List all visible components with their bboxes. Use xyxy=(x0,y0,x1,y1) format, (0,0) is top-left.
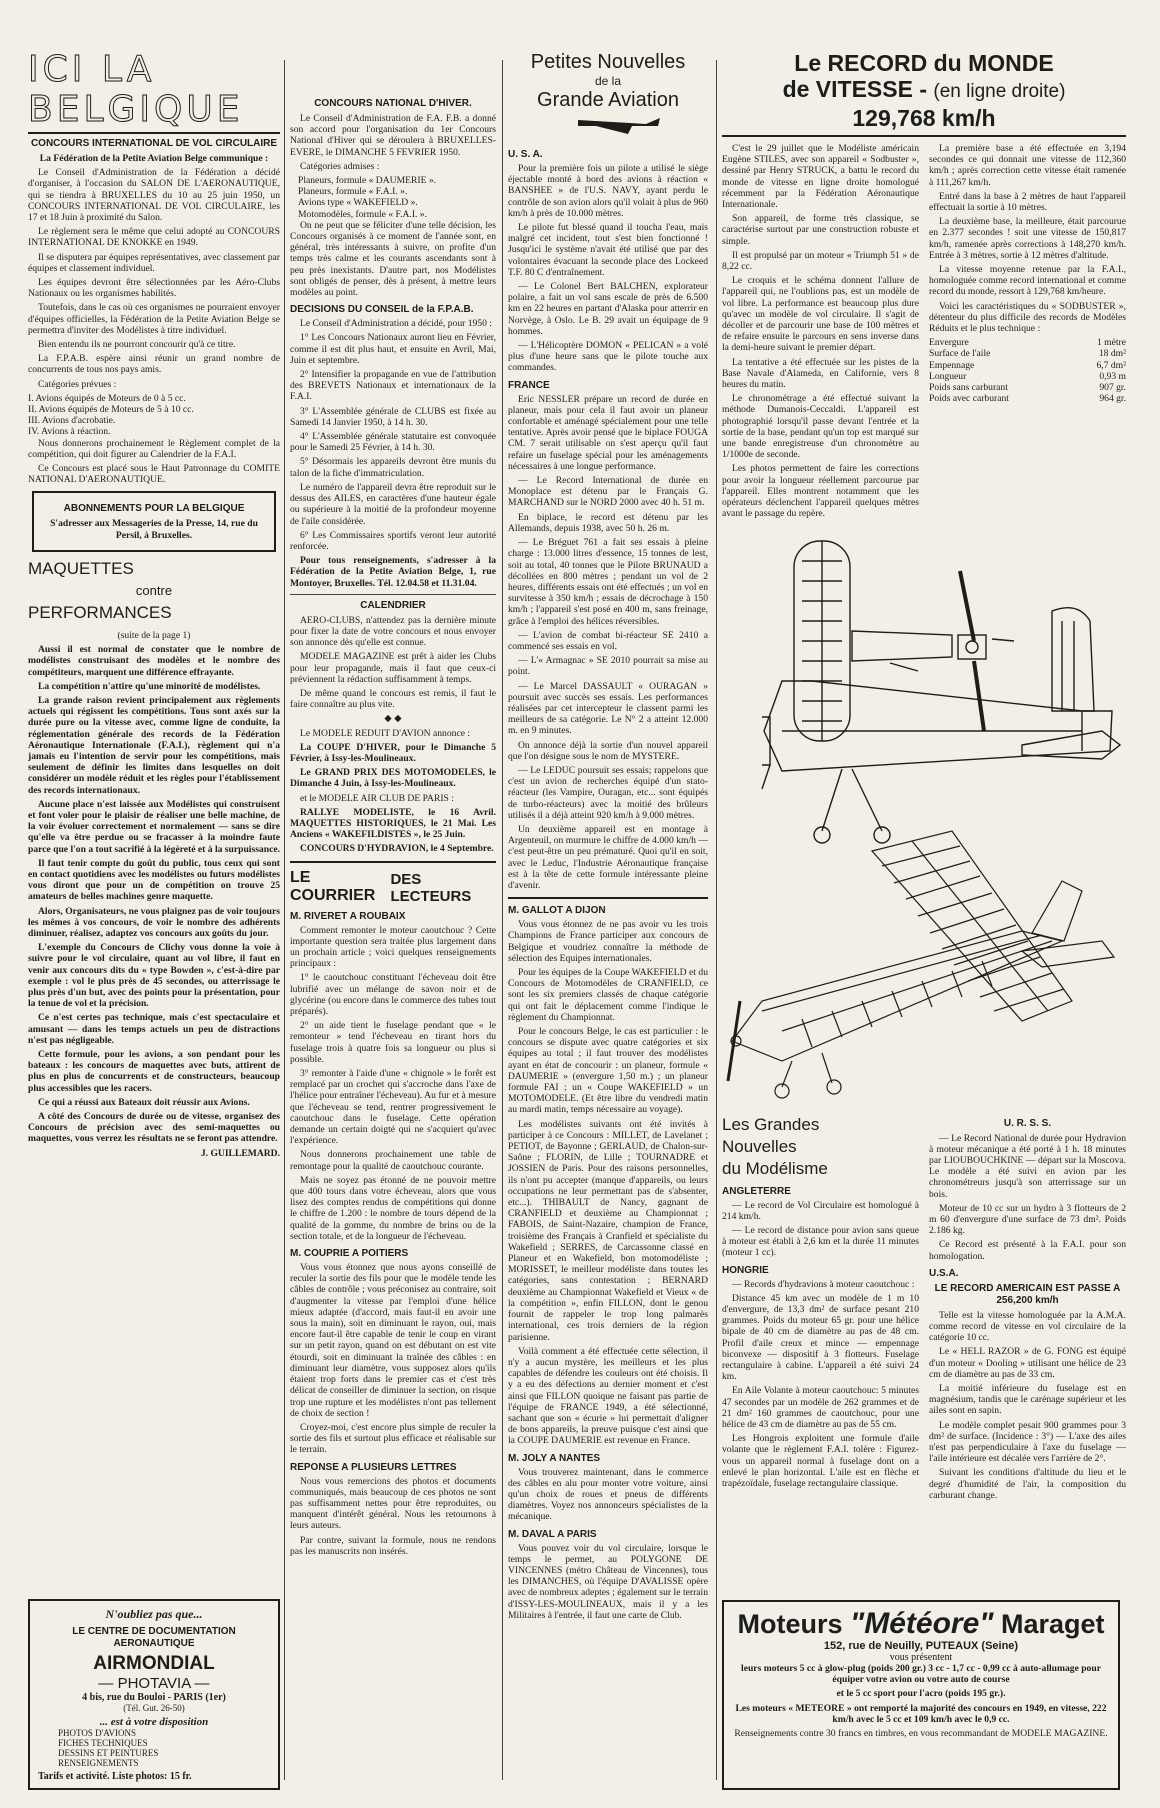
paragraph: La F.P.A.B. espère ainsi réunir un grand nombre de concurrents de tous nos pays amis. xyxy=(28,353,280,376)
paragraph: Le modèle complet pesait 900 grammes pour 3 dm² de surface. (Incidence : 3°) — L'axe des ailes n'est pas perpendiculaire à l'axe du fuselage — l'aile intérieure est décalée vers l'arrière de 2°. xyxy=(929,1419,1126,1465)
spec-key: Poids sans carburant xyxy=(929,382,1008,394)
spec-value: 6,7 dm² xyxy=(1096,359,1126,371)
paragraph: Telle est la vitesse homologuée par la A.M.A. comme record de vitesse en vol circulaire de la catégorie 10 cc. xyxy=(929,1309,1126,1344)
paragraph: — L'avion de combat bi-réacteur SE 2410 a commencé ses essais en vol. xyxy=(508,629,708,652)
column-petites-nouvelles xyxy=(508,50,708,1790)
reader-heading: M. DAVAL A PARIS xyxy=(508,1528,597,1540)
list-item: Motomodèles, formule « F.A.I. ». xyxy=(298,208,427,220)
paragraph: — Records d'hydravions à moteur caoutchouc : xyxy=(732,1278,915,1290)
paragraph: Un deuxième appareil est en montage à Argenteuil, on murmure le chiffre de 4.000 km/h — c'est peut-être un peu prématuré. Quoi qu'il en soit, avec le Leduc, l'Industrie Aéronautique française est à la tête de cette formule intéressante pleine d'avenir. xyxy=(508,823,708,891)
paragraph: Croyez-moi, c'est encore plus simple de reculer la sortie des fils et surtout plus efficace et réalisable sur le terrain. xyxy=(290,1421,496,1456)
paragraph: Catégories admises : xyxy=(300,160,380,172)
paragraph: AERO-CLUBS, n'attendez pas la dernière minute pour fixer la date de votre concours et nous envoyer son annonce dès qu'elle est connue. xyxy=(290,614,496,649)
performances-word: PERFORMANCES xyxy=(28,602,172,622)
meteore-line: Les moteurs « METEORE » ont remporté la majorité des concours en 1949, en vitesse, 222 km/h avec le 5 cc et 109 km/h avec le 0,9 cc. xyxy=(735,1702,1107,1725)
paragraph: Les photos permettent de faire les corrections pour avoir la longueur réellement parcourue par l'appareil. Elles montrent notamment que les opérateurs déclenchent l'appareil quelques mètres avant le passage du repère. xyxy=(722,463,919,520)
spec-row xyxy=(929,371,1126,382)
spec-row xyxy=(929,348,1126,359)
spec-row xyxy=(929,393,1126,404)
suite-note: (suite de la page 1) xyxy=(117,629,191,641)
paragraph: Catégories prévues : xyxy=(38,378,117,390)
paragraph: Ce n'est certes pas technique, mais c'est spectaculaire et amusant — dans les temps actuels un peu de distractions n'est pas négligeable. xyxy=(28,1012,280,1046)
ad-phone: (Tél. Gut. 26-50) xyxy=(123,1703,185,1713)
paragraph: 6° Les Commissaires sportifs veront leur autorité renforcée. xyxy=(290,529,496,552)
courier-right: DES LECTEURS xyxy=(390,870,472,905)
diamonds-separator: ◆ ◆ xyxy=(384,713,402,725)
paragraph: Les Hongrois exploitent une formule d'aile volante que le règlement F.A.I. tolère : Figurez-vous un appareil normal à fuselage dont on a enlevé le plan horizontal. L'aile est en flèche et trapézoïdale, fuselage rectangulaire classique. xyxy=(722,1433,919,1489)
abonnements-title: ABONNEMENTS POUR LA BELGIQUE xyxy=(63,503,245,515)
section-angleterre: ANGLETERRE xyxy=(722,1185,791,1197)
paragraph: A côté des Concours de durée ou de vitesse, organisez des Concours de précision avec des semi-maquettes ou maquettes, vous verrez les résultats ne se feront pas attendre. xyxy=(28,1111,280,1145)
paragraph: 1° le caoutchouc constituant l'écheveau doit être lubrifié avec un mélange de savon noir et de glycérine (ou encore dans le commerce des tubes tout préparés). xyxy=(290,972,496,1017)
paragraph: De même quand le concours est remis, il faut le faire connaître au plus vite. xyxy=(290,687,496,711)
paragraph: Moteur de 10 cc sur un hydro à 3 flotteurs de 2 m 60 d'envergure d'une surface de 73 dm². Poids 2.186 kg. xyxy=(929,1202,1126,1237)
section-rule xyxy=(290,594,496,595)
reader-heading: M. GALLOT A DIJON xyxy=(508,905,606,917)
courier-title xyxy=(290,869,496,905)
petites-line: Petites Nouvelles xyxy=(530,51,686,73)
paragraph: — Le Record National de durée pour Hydravion à moteur mécanique a été porté à 1 h. 18 minutes par LIOUBOUCHKINE — départ sur la Moscova. Le modèle a été suivi en avion par les chronométreurs jusqu'à son atterrissage sur un bois. xyxy=(929,1132,1126,1200)
sodbuster-drawings xyxy=(722,531,1126,1101)
paragraph: En Aile Volante à moteur caoutchouc: 5 minutes 47 secondes par un modèle de 262 grammes et de 21 dm² 160 grammes de caoutchouc, pour une hélice de 43 cm de diamètre au pas de 55 cm. xyxy=(722,1385,919,1430)
meteore-line: leurs moteurs 5 cc à glow-plug (poids 200 gr.) 3 cc - 1,7 cc - 0,99 cc à auto-allumage pour équiper votre avion ou votre auto de course xyxy=(741,1663,1101,1686)
paragraph: Vous trouverez maintenant, dans le commerce des câbles en alu pour monter votre voiture, ainsi qu'un choix de roues et pneus de différents diamètres. Voyez nos annonceurs spécialistes de la mécanique. xyxy=(508,1466,708,1523)
paragraph: Le Conseil d'Administration de la Fédération a décidé d'organiser, à l'occasion du SALON DE L'AERONAUTIQUE, qui se tiendra à BRUXELLES du 10 au 25 juin 1950, un CONCOURS INTERNATIONAL DE VOL CIRCULAIRE, les 17 et 18 Juin à proximité du Salon. xyxy=(28,167,280,224)
paragraph: — Le record de Vol Circulaire est homologué à 214 km/h. xyxy=(722,1199,919,1222)
grandes-line: Nouvelles xyxy=(722,1136,797,1156)
paragraph: Pour tous renseignements, s'adresser à la Fédération de la Petite Aviation Belge, 1, rue Montoyer, Bruxelles. Tél. 12.04.58 et 11.31.04. xyxy=(290,555,496,589)
paragraph: Suivant les conditions d'altitude du lieu et le degré d'humidité de l'air, la composition du carburant change. xyxy=(929,1467,1126,1501)
paragraph: et le MODELE AIR CLUB DE PARIS : xyxy=(300,792,454,804)
paragraph: La deuxième base, la meilleure, était parcourue en 2.377 secondes ! soit une vitesse de 150,817 km/h, ramenée après corrections à 148,270 km/h. Entrée à 3 mètres, sortie à 12 mètres d'altitude. xyxy=(929,216,1126,261)
paragraph: Ce Concours est placé sous le Haut Patronnage du COMITE NATIONAL D'AERONAUTIQUE. xyxy=(28,463,280,486)
paragraph: Comment remonter le moteur caoutchouc ? Cette importante question sera traitée plus largement dans un prochain article ; voici quelques renseignements principaux : xyxy=(290,924,496,970)
spec-row xyxy=(929,337,1126,348)
meteore-title xyxy=(732,1608,1110,1640)
grandes-right xyxy=(929,1114,1126,1504)
paragraph: 4° L'Assemblée générale statutaire est convoquée pour le Samedi 25 Février, à 14 h. 30. xyxy=(290,431,496,454)
paragraph: Le MODELE REDUIT D'AVION annonce : xyxy=(300,727,471,739)
paragraph: La moitié inférieure du fuselage est en magnésium, tandis que le carénage supérieur et les ailes sont en sapin. xyxy=(929,1382,1126,1417)
paragraph: 3° remonter à l'aide d'une « chignole » le forêt est remplacé par un crochet qui s'accroche dans l'axe de l'hélice pour entraîner l'écheveau). Au fur et à mesure que l'écheveau se tend, rentrer progressivement le caoutchouc dans le fuselage. Cette opération demande un certain doigté qui ne s'acquiert qu'avec l'expérience. xyxy=(290,1068,496,1147)
courier-left: LE COURRIER xyxy=(290,868,376,904)
record-title-ligne: (en ligne droite) xyxy=(933,81,1066,102)
spec-row xyxy=(929,360,1126,371)
paragraph: Le chronométrage a été effectué suivant la méthode Dumanois-Ceccaldi. L'appareil est photographié lorsqu'il passe devant l'entrée et la sortie de la base, pendant qu'un top est marqué sur une bande enregistreuse d'un chronomètre au 1/1000e de seconde. xyxy=(722,393,919,461)
paragraph: Mais ne soyez pas étonné de ne pouvoir mettre que 400 tours dans votre écheveau, alors que vous lisez des comptes rendus de compétitions qui donne le chiffre de 1.200 : le nombre de tours dépend de la qualité de la gomme, du nombre de brins ou de la section totale, et de la longueur de l'écheveau. xyxy=(290,1174,496,1242)
grandes-left xyxy=(722,1114,919,1504)
contre-word: contre xyxy=(135,582,173,598)
paragraph: Il faut tenir compte du goût du public, tous ceux qui sont en contact quotidiens avec les modélistes ou futurs modélistes vous diront que pour un de compétition on trouve 25 amateurs de belles machines genre maquette. xyxy=(28,857,280,903)
paragraph: Vous vous étonnez de ne pas avoir vu les trois Champions de France participer aux concours de Belgique et voudriez connaître la méthode de sélection des Equipes internationales. xyxy=(508,919,708,964)
paragraph: Pour les équipes de la Coupe WAKEFIELD et du Concours de Motomodèles de CRANFIELD, ce sont les six premiers classés de chaque catégorie qui ont fait le déplacement comme l'indique le règlement du Championnat. xyxy=(508,967,708,1023)
paragraph: Le Conseil d'Administration de F.A. F.B. a donné son accord pour l'organisation du 1er Concours National d'Hiver qui se déroulera à BRUXELLES-EVERE, le DIMANCHE 5 FEVRIER 1950. xyxy=(290,113,496,158)
paragraph: MODELE MAGAZINE est prêt à aider les Clubs pour leur propagande, mais il faut que ceux-ci préviennent la rédaction suffisamment à temps. xyxy=(290,651,496,685)
paragraph: Vous pouvez voir du vol circulaire, lorsque le temps le permet, au POLYGONE DE VINCENNES (métro Château de Vincennes), tous les DIMANCHES, où l'équipe D'AVALISSE opère avec de nombreux adeptes ; également sur le terrain d'ISSY-LES-MOULINEAUX, mais il y a les Militaires à l'entrée, il faut une carte de Club. xyxy=(508,1542,708,1621)
perspective-drawing xyxy=(728,831,1114,1098)
list-item: Avions type « WAKEFIELD ». xyxy=(298,197,418,209)
paragraph: Eric NESSLER prépare un record de durée en planeur, mais pour cela il faut avoir un planeur confortable et aménagé spécialement pour une telle tentative. Après avoir pensé que le biplace FOUGA CM. 7 serait utilisable on s'est aperçu qu'il faut refaire un fuselage spécial pour les aménagements nécessaires à une longue performance. xyxy=(508,393,708,472)
paragraph: 5° Désormais les appareils devront être munis du talon de la fiche d'immatriculation. xyxy=(290,456,496,479)
spec-key: Poids avec carburant xyxy=(929,393,1009,405)
paragraph: Nous donnerons prochainement le Règlement complet de la compétition, qui doit figurer au Calendrier de la F.A.I. xyxy=(28,437,280,460)
column-belgique xyxy=(28,50,280,1790)
signature: J. GUILLEMARD. xyxy=(200,1147,280,1159)
paragraph: Le « HELL RAZOR » de G. FONG est équipé d'un moteur « Dooling » utilisant une hélice de 23 cm de diamètre au pas de 33 cm. xyxy=(929,1346,1126,1380)
paragraph: Cette formule, pour les avions, a son pendant pour les bateaux : les concours de maquettes avec buts, attirent de plus en plus de concurrents et de constructeurs, beaucoup plus accessibles que les racers. xyxy=(28,1049,280,1094)
petites-line: de la xyxy=(594,74,622,88)
spec-value: 964 gr. xyxy=(1099,393,1126,405)
paragraph: — L'« Armagnac » SE 2010 pourrait sa mise au point. xyxy=(508,655,708,678)
heading-concours-international: CONCOURS INTERNATIONAL DE VOL CIRCULAIRE xyxy=(30,138,278,149)
record-title-vitesse: de VITESSE - xyxy=(782,76,927,102)
paragraph: 2° un aide tient le fuselage pendant que « le remonteur » tend l'écheveau en tirant hors du fuselage trois à quatre fois sa longueur ou plus si possible. xyxy=(290,1020,496,1065)
section-usa: U. S. A. xyxy=(508,149,543,160)
newspaper-page xyxy=(18,50,1142,1790)
title-rule xyxy=(28,132,280,134)
spec-key: Envergure xyxy=(929,337,969,349)
spec-value: 1 mètre xyxy=(1096,337,1126,349)
paragraph: RALLYE MODELISTE, le 16 Avril. MAQUETTES HISTORIQUES, le 21 Mai. Les Anciens « WAKEFILDISTES », le 25 Juin. xyxy=(290,806,496,841)
paragraph: Par contre, suivant la formule, nous ne rendons pas les manuscrits non insérés. xyxy=(290,1534,496,1557)
paragraph: — Le Marcel DASSAULT « OURAGAN » poursuit avec succès ses essais. Les performances réalisées par cet intercepteur le classent parmi les meilleurs de sa catégorie. Le N° 2 a atteint 12.000 m. en 9 minutes. xyxy=(508,680,708,737)
section-urss: U. R. S. S. xyxy=(1003,1117,1052,1129)
paragraph: La première base a été effectuée en 3,194 secondes ce qui donnait une vitesse de 112,360 km/h ; après correction cette vitesse était ramenée à 111,267 km/h. xyxy=(929,143,1126,188)
paragraph: 3° L'Assemblée générale de CLUBS est fixée au Samedi 14 Janvier 1950, à 14 h. 30. xyxy=(290,405,496,428)
airmondial-ad xyxy=(28,1599,280,1790)
section-rule xyxy=(508,897,708,899)
paragraph: Voici les caractéristiques du « SODBUSTER », détenteur du plus difficile des records de Modèles Réduits et le plus technique : xyxy=(929,300,1126,335)
spec-key: Longueur xyxy=(929,370,967,382)
ad-item: RENSEIGNEMENTS xyxy=(58,1758,139,1768)
ad-brand-sub: — PHOTAVIA — xyxy=(98,1675,210,1692)
paragraph: — Le LEDUC poursuit ses essais; rappelons que c'est un avion de recherches équipé d'un stato-réacteur (les Vampire, Ouragan, etc... sont équipés de turbo-réacteurs) avec la moitié des brûleurs utilisés il a déjà atteint 920 km/h à 9.000 mètres. xyxy=(508,764,708,821)
paragraph: Le règlement sera le même que celui adopté au CONCOURS INTERNATIONAL DE KNOKKE en 1949. xyxy=(28,226,280,249)
reader-heading: M. JOLY A NANTES xyxy=(508,1452,601,1464)
column-divider xyxy=(502,60,503,1780)
paragraph: Distance 45 km avec un modèle de 1 m 10 d'envergure, de 13,3 dm² de surface pesant 210 grammes. Poids du moteur 65 gr. pour une hélice bipale de 40 cm de diamètre au pas de 48 cm. Profil d'aile creux et mince — empennage biconvexe — dispositif à 3 flotteurs. Fuselage rectangulaire à cabine. L'appareil a été suivi 24 km. xyxy=(722,1292,919,1383)
record-speed: 129,768 km/h xyxy=(852,105,996,131)
paragraph: Bien entendu ils ne pourront concourir qu'à ce titre. xyxy=(38,339,236,351)
grandes-nouvelles xyxy=(722,1114,1126,1504)
paragraph: CONCOURS D'HYDRAVION, le 4 Septembre. xyxy=(300,843,494,855)
paragraph: Vous vous étonnez que nous ayons conseillé de reculer la sortie des fils pour que le modèle tende les câbles de contrôle ; vous préconisez au contraire, soit d'augmenter la vitesse par l'emploi d'une hélice mieux adaptée (d'accord, mais faut-il en avoir une sous la main), soit en diminuant le rayon, oui, mais encore faut-il être capable de tenir le coup en virant sur un petit rayon, quand on est débutant on est vite étourdi, soit en diminuant la traînée des câbles : en diminuant leur diamètre, vous supposez alors qu'ils étaient trop forts dans le premier cas et c'est très délicat de conseiller de diminuer la section, on risque trop une rupture et les modélistes n'ont pas tellement de choix de section ! xyxy=(290,1262,496,1419)
meteore-ad xyxy=(722,1600,1120,1790)
masthead-belgique: ICI LA BELGIQUE xyxy=(28,50,244,130)
paragraph: — Le Colonel Bert BALCHEN, explorateur polaire, a fait un vol sans escale de près de 6.500 km en 22 heures en partant d'Alaska pour atterrir en Norvège, à Oslo. Le B. 29 avait un équipage de 9 hommes. xyxy=(508,281,708,337)
section-usa: U.S.A. xyxy=(929,1267,959,1279)
maquettes-title xyxy=(28,558,280,624)
paragraph: — Le Record International de durée en Monoplace est détenu par le Français G. MARCHAND sur le NORD 2000 avec 40 h. 51 m. xyxy=(508,475,708,509)
meteore-title-word: Moteurs xyxy=(737,1609,843,1639)
ad-brand: AIRMONDIAL xyxy=(93,1653,215,1674)
ad-tarifs: Tarifs et activité. Liste photos: 15 fr. xyxy=(38,1771,192,1782)
abonnements-text: S'adresser aux Messageries de la Presse, 14, rue du Persil, à Bruxelles. xyxy=(50,518,258,541)
paragraph: La COUPE D'HIVER, pour le Dimanche 5 Février, à Issy-les-Moulineaux. xyxy=(290,741,496,764)
ad-line: N'oubliez pas que... xyxy=(105,1607,203,1621)
paragraph: La vitesse moyenne retenue par la F.A.I., homologuée comme record international et comme record du monde, ressort à 129,768 km/heure. xyxy=(929,264,1126,298)
paragraph: Il se disputera par équipes représentatives, avec classement par équipes et classement individuel. xyxy=(28,251,280,274)
maquettes-article xyxy=(28,644,280,1159)
petites-line: Grande Aviation xyxy=(537,89,679,111)
paragraph: Nous vous remercions des photos et documents communiqués, mais beaucoup de ces photos ne sont pas suffisamment nettes pour être reproduites, ou manquent d'intérêt général. Nous les retournons à leurs auteurs. xyxy=(290,1475,496,1532)
spec-row xyxy=(929,382,1126,393)
paragraph: La tentative a été effectuée sur les pistes de la Base Navale d'Alameda, en Californie, vers 8 heures du matin. xyxy=(722,356,919,391)
list-item: IV. Avions à réaction. xyxy=(28,426,111,438)
paragraph: Il est propulsé par un moteur « Triumph 51 » de 8,22 cc. xyxy=(722,249,919,273)
reader-heading: M. RIVERET A ROUBAIX xyxy=(290,910,406,922)
ad-list xyxy=(58,1728,270,1768)
ad-item: DESSINS ET PEINTURES xyxy=(58,1748,159,1758)
spec-value: 907 gr. xyxy=(1099,382,1126,394)
spec-value: 0,93 m xyxy=(1099,370,1126,382)
meteore-line: Renseignements contre 30 francs en timbres, en vous recommandant de MODELE MAGAZINE. xyxy=(734,1728,1108,1740)
paragraph: Toutefois, dans le cas où ces organismes ne pourraient envoyer d'équipes officielles, la Fédération de la Petite Aviation Belge se permettra d'inviter des Modélistes à titre individuel. xyxy=(28,302,280,336)
maquettes-word: MAQUETTES xyxy=(28,558,134,578)
abonnements-box xyxy=(32,491,276,551)
ad-address: 4 bis, rue du Bouloi - PARIS (1er) xyxy=(82,1692,226,1703)
record-article xyxy=(722,143,1126,523)
spec-table xyxy=(929,337,1126,404)
paragraph: En biplace, le record est détenu par les Allemands, depuis 1938, avec 50 h. 26 m. xyxy=(508,511,708,534)
paragraph: Aussi il est normal de constater que le nombre de modélistes construisant des modèles et le nombre des compétiteurs, marquent une différence effrayante. xyxy=(28,644,280,678)
grandes-line: du Modélisme xyxy=(722,1158,828,1178)
paragraph: L'exemple du Concours de Clichy vous donne la voie à suivre pour le vol circulaire, quant au vol libre, il faut en venir aux concours dits du « type Bowden », c'est-à-dire par exemple : vol le plus près de 45 secondes, ou atterrissage le plus près d'un but, avec des points pour la présentation, pour la tenue de vol et la précision. xyxy=(28,942,280,1010)
section-hongrie: HONGRIE xyxy=(722,1264,769,1276)
title-rule xyxy=(722,135,1126,137)
record-title-line1: Le RECORD du MONDE xyxy=(794,50,1054,76)
heading-calendrier: CALENDRIER xyxy=(360,599,426,611)
list-item: III. Avions d'acrobatie. xyxy=(28,415,116,427)
spec-value: 18 dm² xyxy=(1098,348,1126,360)
column-concours xyxy=(290,50,496,1790)
paragraph: — L'Hélicoptère DOMON « PELICAN » a volé plus d'une heure sans que le pilote touche aux commandes. xyxy=(508,340,708,374)
paragraph: Le numéro de l'appareil devra être reproduit sur le dessus des AILES, en caractères d'une hauteur égale ou supérieure à la moitié de la profondeur moyenne de l'aile considérée. xyxy=(290,481,496,527)
paragraph: Aucune place n'est laissée aux Modélistes qui construisent et font voler pour le plaisir de réaliser une belle machine, de la voir évoluer correctement et normalement — sans se dire qu'elle va être perdue ou se fracasser à la moindre faute parce que l'on a tout sacrifié à la légèreté et à la surpuissance. xyxy=(28,798,280,855)
paragraph: Ce qui a réussi aux Bateaux doit réussir aux Avions. xyxy=(38,1096,250,1108)
spec-key: Empennage xyxy=(929,359,975,371)
record-left-column xyxy=(722,143,919,523)
paragraph: Le GRAND PRIX DES MOTOMODELES, le Dimanche 4 Juin, à Issy-les-Moulineaux. xyxy=(290,767,496,790)
paragraph: Pour le concours Belge, le cas est particulier : le concours se dispute avec quatre catégories et six équipes au total ; il faut trouver des modélistes ayant en état de concourir : un planeur, formule « DAUMERIE » (envergure 1,50 m.) ; un planeur formule FAI ; un « Coupe WAKEFIELD » un MOTOMODELE. (Et être libre du vendredi matin au mardi matin, temps nécessaire au voyage). xyxy=(508,1026,708,1116)
paragraph: Nous donnerons prochainement une table de remontage pour la qualité de caoutchouc courante. xyxy=(290,1149,496,1172)
list-item: Planeurs, formule « F.A.I. ». xyxy=(298,186,408,198)
paragraph: Pour la première fois un pilote a utilisé le siège éjectable monté à bord des avions à réaction « BANSHEE » de l'U.S. NAVY, ayant perdu le contrôle de son avion alors qu'il volait à plus de 960 km/h à près de 10.000 mètres. xyxy=(508,163,708,219)
paragraph: Son appareil, de forme très classique, se caractérise surtout par une construction robuste et simple. xyxy=(722,213,919,247)
ad-line: ... est à votre disposition xyxy=(99,1716,209,1728)
paragraph: Ce Record est présenté à la F.A.I. pour son homologation. xyxy=(929,1239,1126,1262)
intro-text: La Fédération de la Petite Aviation Belge communique : xyxy=(39,153,269,164)
paragraph: Entré dans la base à 2 mètres de haut l'appareil effectuait la sortie à 10 mètres. xyxy=(929,190,1126,214)
meteore-line: et le 5 cc sport pour l'acro (poids 195 gr.). xyxy=(836,1688,1006,1700)
list-item: II. Avions équipés de Moteurs de 5 à 10 cc. xyxy=(28,404,194,416)
reader-heading: REPONSE A PLUSIEURS LETTRES xyxy=(290,1461,457,1473)
petites-title xyxy=(508,50,708,112)
column-divider xyxy=(284,60,285,1780)
paragraph: Les modélistes suivants ont été invités à participer à ce Concours : MILLET, de Lavelanet ; PETIOT, de Bayonne ; GERLAUD, de Chalon-sur-Saône ; FLORIN, de Lille ; TOURNADRE et JOSSIEN de Paris. Pour des raisons personnelles, ils n'ont pu accepter (manque d'appareils, ou leurs occupations ne leur permettant pas de s'absenter, etc...). THIBAULT de Nancy, gagnant de CRANFIELD et deuxième au Championnat ; FABOIS, de Saint-Nazaire, champion de France, troisième des Français à Cranfield et spécialiste du Wakefield ; SERRES, de Carcassonne classé en Planeur et en Wakefield, bon motomodéliste ; MORISSET, le meilleur modéliste dans toutes les catégories, sans contestation ; BERNARD deuxième au Championnat Wakefield et Vieux « de la compétition », enfin FILLON, dont le genou fournit de rappeler le trop long palmarès international, ces trois derniers de la région parisienne. xyxy=(508,1118,708,1343)
meteore-address: 152, rue de Neuilly, PUTEAUX (Seine) xyxy=(823,1640,1019,1652)
jet-silhouette-icon xyxy=(508,112,708,138)
list-item: Planeurs, formule « DAUMERIE ». xyxy=(298,175,437,187)
grandes-line: Les Grandes xyxy=(722,1114,820,1134)
paragraph: — Le Bréguet 761 a fait ses essais à pleine charge : 13.000 litres d'essence, 15 tonnes de lest, soit au total, 40 tonnes que le Pilote BRUNAUD a décollées en 800 mètres ; pendant un vol de 2 heures, différents essais ont été effectués ; un vol en survitesse à 350 km/h ; essais de décrochage à 150 km/h ; l'appareil s'est posé en 400 m, sans freinage, grâce à l'emploi des hélices réversibles. xyxy=(508,537,708,627)
record-right-column xyxy=(929,143,1126,523)
paragraph: Le Conseil d'Administration a décidé, pour 1950 : xyxy=(300,318,492,330)
paragraph: Voilà comment a été effectuée cette sélection, il n'y a aucun mystère, les meilleurs et les plus capables de défendre les couleurs ont été choisis. Il y a eu des défections au dernier moment et c'est ainsi que FILLON quoique ne faisant pas partie de l'équipe de FRANCE 1949, a été sélectionné, sachant que son « écurie » lui permettait d'aligner de bons appareils, la preuve puisque c'est ainsi que la COUPE DAUMERIE est revenue en France. xyxy=(508,1345,708,1447)
paragraph: La compétition n'attire qu'une minorité de modélistes. xyxy=(38,680,261,692)
spec-key: Surface de l'aile xyxy=(929,348,991,360)
column-divider xyxy=(716,60,717,1780)
heading-decisions: DECISIONS DU CONSEIL de la F.P.A.B. xyxy=(290,304,474,316)
reader-heading: M. COUPRIE A POITIERS xyxy=(290,1248,409,1260)
paragraph: La grande raison revient principalement aux règlements actuels qui régissent les compétitions. Tous sont axés sur la durée pure ou la vitesse avec, comme ligne de conduite, la réglementation générale des records de la Fédération Aéronautique Internationale (F.A.I.), règlement qui n'a jamais eu l'intention de servir pour les compétitions, mais seulement de définir les limites dans lesquelles on doit considérer un modèle réduit et les règles pour l'établissement des records internationaux. xyxy=(28,694,280,796)
category-list xyxy=(298,175,496,220)
category-list xyxy=(28,393,280,438)
courier-body xyxy=(290,911,496,1557)
paragraph: Les équipes devront être sélectionnées par les Aéro-Clubs Nationaux ou les organismes habilités. xyxy=(28,277,280,300)
paragraph: On annonce déjà la sortie d'un nouvel appareil que l'on désigne sous le nom de MYSTERE. xyxy=(508,739,708,762)
paragraph: Alors, Organisateurs, ne vous plaignez pas de voir toujours les mêmes à vos concours, de voir le nombre des adhérents diminuer, réalisez, adaptez vos concours aux goûts du jour. xyxy=(28,905,280,939)
paragraph: 2° Intensifier la propagande en vue de l'attribution des BREVETS Nationaux et internationaux de la F.A.I. xyxy=(290,369,496,403)
ad-line: LE CENTRE DE DOCUMENTATION AERONAUTIQUE xyxy=(72,1626,236,1649)
ad-item: PHOTOS D'AVIONS xyxy=(58,1728,137,1738)
section-france: FRANCE xyxy=(508,379,550,391)
list-item: I. Avions équipés de Moteurs de 0 à 5 cc. xyxy=(28,392,186,404)
meteore-line: vous présentent xyxy=(889,1652,953,1663)
paragraph: On ne peut que se féliciter d'une telle décision, les Concours organisés à ce moment de l'année sont, en général, très intéressants à suivre, on profite d'un temps très calme et les courants ascendants sont à peu près inexistants. D'autre part, nos Modélistes sont obligés de penser, dès à présent, à mettre leurs modèles au point. xyxy=(290,219,496,299)
section-rule xyxy=(290,861,496,863)
paragraph: 1° Les Concours Nationaux auront lieu en Février, comme il est dit plus haut, et ensuite en Avril, Mai, Juin et septembre. xyxy=(290,332,496,366)
paragraph: Le croquis et le schéma donnent l'allure de l'appareil qui, ne l'oublions pas, est un modèle de vol libre. La performance est beaucoup plus dure qu'avec un modèle de vol circulaire. Il s'agit de décoller et de parcourir une base de 100 mètres et de refaire ensuite le parcours en sens inverse dans la demi-heure suivant le premier départ. xyxy=(722,275,919,354)
heading-record-americain: LE RECORD AMERICAIN EST PASSE A 256,200 km/h xyxy=(934,1282,1121,1306)
column-record xyxy=(722,50,1126,1790)
paragraph: C'est le 29 juillet que le Modéliste américain Eugène STILES, avec son appareil « Sodbuster », dessiné par Henry STRUCK, a battu le record du monde de vitesse en ligne droite homologué récemment par la Fédération Aéronautique Internationale. xyxy=(722,143,919,211)
courier-body-continued xyxy=(508,905,708,1621)
record-title-line2 xyxy=(722,76,1126,105)
paragraph: — Le record de distance pour avion sans queue à moteur est établi à 2,6 km et la durée 11 minutes (moteur 1 cc). xyxy=(722,1224,919,1259)
plan-view-drawing xyxy=(762,541,1120,843)
heading-concours-national: CONCOURS NATIONAL D'HIVER. xyxy=(314,98,472,109)
meteore-title-word: Maraget xyxy=(1001,1609,1105,1639)
ad-item: FICHES TECHNIQUES xyxy=(58,1738,148,1748)
meteore-title-word: "Météore" xyxy=(850,1607,994,1640)
grandes-title xyxy=(722,1114,919,1180)
paragraph: Le pilote fut blessé quand il toucha l'eau, mais malgré cet incident, tout s'est bien fonctionné ! Jusqu'ici le système n'avait été utilisé que par des volontaires évacuant la seconde place des Lockeed T.F. 80 C d'entraînement. xyxy=(508,222,708,278)
